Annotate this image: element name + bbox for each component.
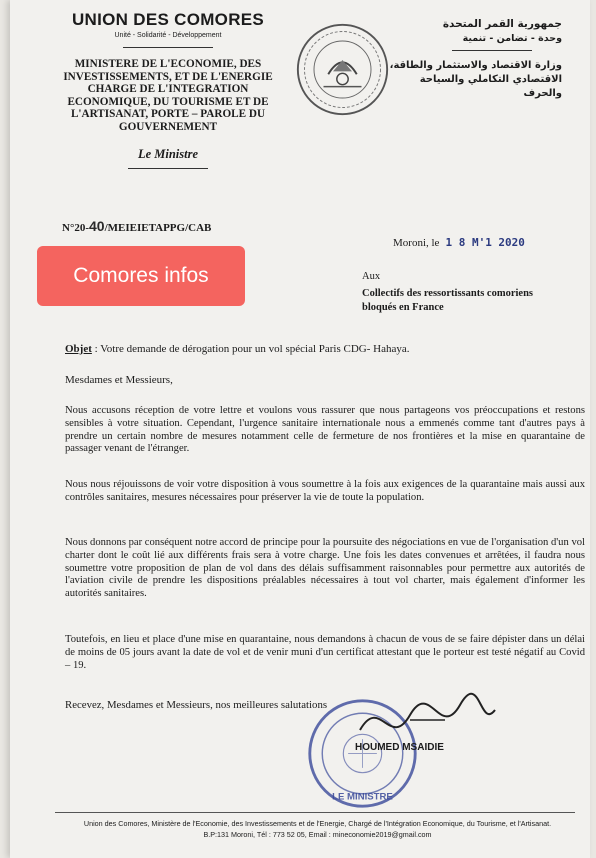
ministry-name: MINISTERE DE L'ECONOMIE, DES INVESTISSEMENTS, ET DE L'ENERGIE CHARGE DE L'INTEGRATION ECONOMIQUE, DU TOURISME ET DE L'ARTISANAT, PORTE – PAROLE DU GOUVERNEMENT bbox=[63, 58, 273, 133]
handwritten-number: 40 bbox=[89, 218, 105, 234]
signatory-name: HOUMED MSAIDIE bbox=[355, 742, 444, 753]
footer bbox=[50, 818, 585, 840]
national-seal-icon bbox=[295, 22, 390, 117]
subject-text: : Votre demande de dérogation pour un vol spécial Paris CDG- Hahaya. bbox=[91, 343, 410, 355]
recipient-name: Collectifs des ressortissants comoriens bloqués en France bbox=[362, 288, 533, 313]
country-motto: Unité - Solidarité - Développement bbox=[114, 32, 222, 39]
arabic-ministry-name: وزارة الاقتصاد والاستثمار والطاقة، الاقتصادي التكاملي والسياحة والحرف bbox=[389, 60, 562, 99]
body-paragraph: Toutefois, en lieu et place d'une mise en quarantaine, nous demandons à chacun de vous de se faire dépister dans un délai de moins de 05 jours avant la date de vol et de venir muni d'un certificat attestant que le porteur est testé négatif au Covid – 19. bbox=[65, 634, 585, 671]
closing-line: Recevez, Mesdames et Messieurs, nos meilleures salutations bbox=[65, 699, 328, 711]
footer-address: Union des Comores, Ministère de l'Economie, des Investissements et de l'Energie, Chargé de l'Intégration Economique, du Tourisme, et l'Artisanat. bbox=[83, 819, 552, 828]
date-stamp: 1 8 M'1 2020 bbox=[445, 236, 525, 249]
body-paragraph: Nous nous réjouissons de voir votre disposition à vous soumettre à la fois aux exigences de la quarantaine mais aussi aux contrôles sanitaires, mesures nécessaires pour préserver la vie de toute la population. bbox=[65, 479, 585, 503]
salutation: Mesdames et Messieurs, bbox=[65, 374, 173, 386]
footer-divider bbox=[55, 812, 575, 813]
footer-contact: B.P:131 Moroni, Tél : 773 52 05, Email : mineconomie2019@gmail.com bbox=[203, 830, 432, 839]
letterhead-arabic bbox=[382, 18, 562, 101]
divider bbox=[452, 50, 532, 51]
letterhead-left bbox=[48, 10, 288, 169]
body-paragraph: Nous accusons réception de votre lettre et voulons vous rassurer que nous partageons vos préoccupations et restons sensibles à votre situation. Cependant, l'urgence sanitaire internationale nous a emmenés comme tant d'autres pays à prendre un certain nombre de mesures notamment celle de fermeture de nos frontières et la mise en quarantaine de passager venant de l'étranger. bbox=[65, 405, 585, 455]
arabic-motto: وحدة - تضامن - تنمية bbox=[462, 33, 562, 44]
reference-number: N°20-40/MEIEIETAPPG/CAB bbox=[62, 218, 212, 234]
stamp-label: LE MINISTRE bbox=[332, 791, 393, 803]
comores-infos-badge: Comores infos bbox=[37, 246, 245, 306]
letter-date: Moroni, le 1 8 M'1 2020 bbox=[393, 236, 525, 249]
letter-page bbox=[10, 0, 590, 858]
country-name: UNION DES COMORES bbox=[71, 10, 265, 29]
body-paragraph: Nous donnons par conséquent notre accord de principe pour la poursuite des négociations en vue de l'organisation d'un vol charter dont le coût lié aux différents frais sera à votre charge. Une fois les dates convenues et arrêtées, il faudra nous soumettre votre proposition de plan de vol dans des délais suffisamment raisonnables pour permettre aux autorités de l'aviation civile de prendre les dispositions préalables nécessaires à tout vol charter, mais également d'informer les autorités sanitaires. bbox=[65, 537, 585, 600]
recipient-block bbox=[362, 270, 542, 315]
divider bbox=[128, 168, 208, 169]
recipient-prefix: Aux bbox=[362, 271, 381, 282]
divider bbox=[123, 47, 213, 48]
arabic-country-name: جمهورية القمر المتحدة bbox=[442, 18, 562, 30]
minister-title: Le Ministre bbox=[137, 147, 199, 161]
subject-line bbox=[65, 343, 410, 355]
subject-label: Objet bbox=[65, 343, 92, 355]
